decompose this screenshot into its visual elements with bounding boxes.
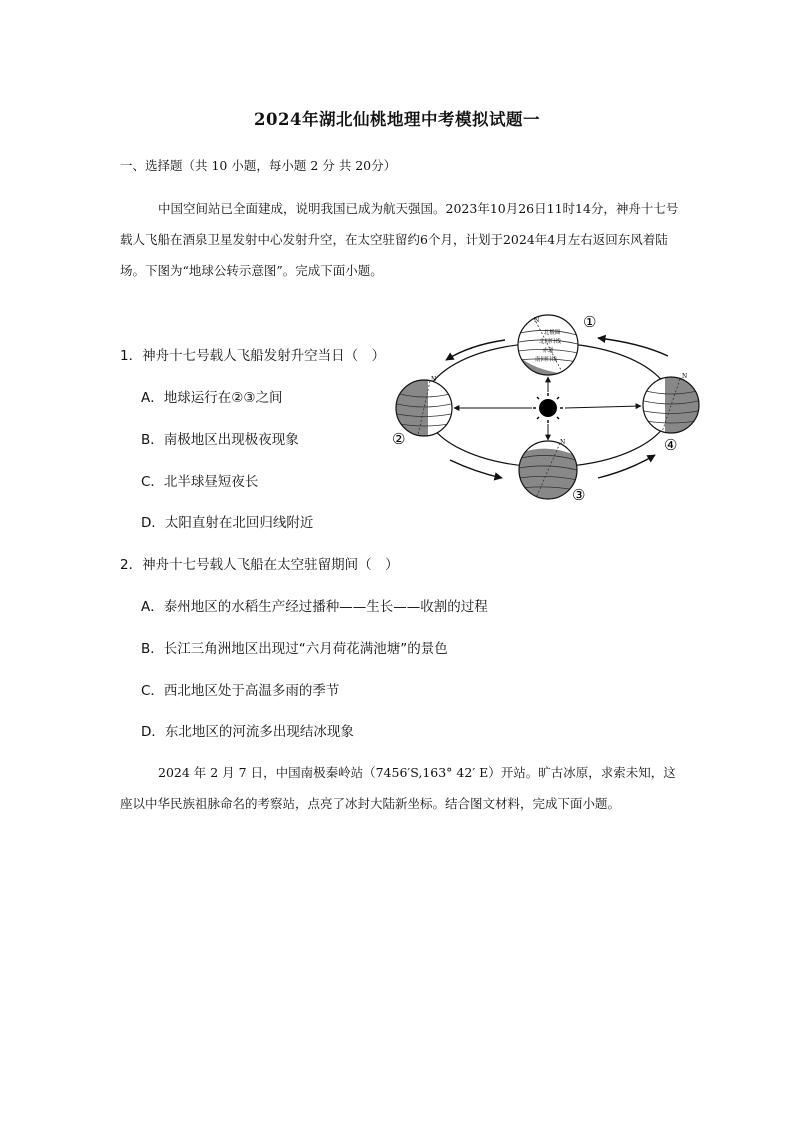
passage-2: 2024 年 2 月 7 日，中国南极秦岭站（7456′S,163° 42′ E）开站。旷古冰原，求索未知，这座以中华民族祖脉命名的考察站，点亮了冰封大陆新坐标。结合图文材料，完成下面小题。 [120, 765, 676, 811]
passage-1: 中国空间站已全面建成，说明我国已成为航天强国。2023年10月26日11时14分，神舟十七号载人飞船在酒泉卫星发射中心发射升空，在太空驻留约6个月，计划于2024年4月左右返回东风着陆场。下图为“地球公转示意图”。完成下面小题。 [120, 201, 679, 278]
position-label-1: ① [583, 313, 597, 331]
earth-top [517, 314, 579, 376]
question-2-option-d[interactable]: D．东北地区的河流多出现结冰现象 [141, 724, 354, 740]
orbit-arrow-top-left [446, 340, 505, 360]
earth-left [396, 376, 452, 436]
ray-to-right [565, 406, 641, 408]
earth-right [643, 373, 699, 433]
latitude-label-tropic-north: 北回归线 [538, 339, 562, 345]
axis-label-right: N [682, 373, 688, 380]
earth-revolution-diagram [388, 308, 708, 508]
earth-bottom [518, 439, 578, 500]
question-1-option-b[interactable]: B．南极地区出现极夜现象 [141, 432, 299, 448]
question-1-stem: 1．神舟十七号载人飞船发射升空当日（ ） [120, 348, 386, 364]
position-label-3: ③ [572, 486, 586, 504]
position-label-2: ② [392, 430, 406, 448]
latitude-label-arctic: 北极圈 [543, 330, 561, 336]
page-title: 2024年湖北仙桃地理中考模拟试题一 [254, 110, 540, 129]
position-label-4: ④ [664, 436, 678, 454]
latitude-label-equator: 赤道 [542, 348, 554, 354]
orbit-arrow-bottom-right [598, 455, 655, 478]
orbit-arrow-top-right [598, 338, 668, 356]
question-2-option-a[interactable]: A．泰州地区的水稻生产经过播种——生长——收割的过程 [141, 599, 488, 615]
axis-label-left: N [431, 376, 437, 383]
sun-icon [533, 393, 563, 423]
question-1-option-c[interactable]: C．北半球昼短夜长 [141, 474, 259, 490]
section-heading: 一、选择题（共 10 小题，每小题 2 分 共 20分） [120, 158, 397, 173]
axis-label-bottom: N [560, 439, 566, 446]
axis-label-top: N [534, 317, 540, 324]
orbit-arrow-bottom-left [450, 460, 502, 478]
question-1-option-d[interactable]: D．太阳直射在北回归线附近 [141, 515, 314, 531]
question-2-option-c[interactable]: C．西北地区处于高温多雨的季节 [141, 683, 340, 699]
question-2-stem: 2．神舟十七号载人飞船在太空驻留期间（ ） [120, 557, 399, 573]
latitude-label-tropic-south: 南回归线 [534, 357, 558, 363]
question-2-option-b[interactable]: B．长江三角洲地区出现过“六月荷花满池塘”的景色 [141, 641, 448, 657]
question-1-option-a[interactable]: A．地球运行在②③之间 [141, 390, 283, 406]
